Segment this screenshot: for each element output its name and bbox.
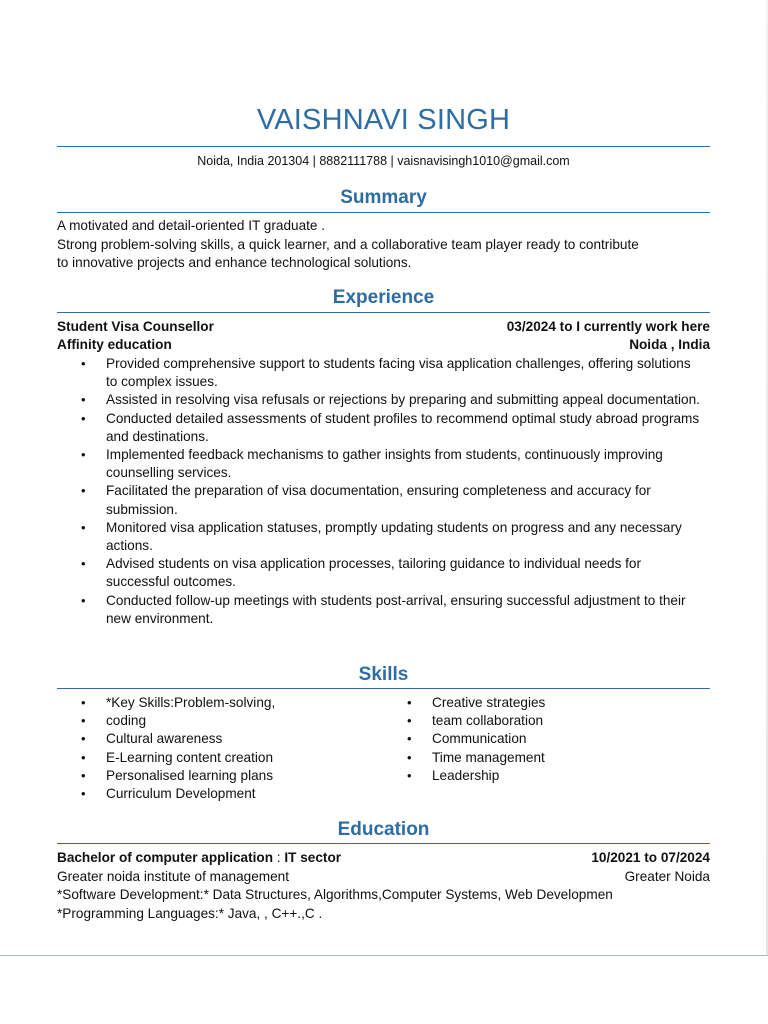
experience-role-row <box>57 318 710 336</box>
skills-right-list <box>383 694 703 785</box>
experience-divider <box>57 312 710 313</box>
degree-name: Bachelor of computer application <box>57 850 274 865</box>
skills-heading: Skills <box>358 664 409 685</box>
education-heading: Education <box>337 819 430 840</box>
degree-separator: : <box>273 850 285 865</box>
education-dates: 10/2021 to 07/2024 <box>591 850 710 865</box>
degree-field: IT sector <box>284 850 342 865</box>
skill-item: • Cultural awareness <box>57 730 377 748</box>
list-item: • Conducted detailed assessments of student profiles to recommend optimal study abroad programs and destinations. <box>57 410 702 446</box>
skills-left-list <box>57 694 377 803</box>
job-location: Noida , India <box>629 337 710 352</box>
education-institute-row <box>57 868 710 886</box>
list-item: • Provided comprehensive support to students facing visa application challenges, offering solutions to complex issues. <box>57 355 702 391</box>
list-item: • Advised students on visa application processes, tailoring guidance to individual needs for successful outcomes. <box>57 555 702 591</box>
institute-name: Greater noida institute of management <box>57 869 289 884</box>
summary-heading: Summary <box>340 187 427 208</box>
list-item: • Monitored visa application statuses, promptly updating students on progress and any necessary actions. <box>57 519 702 555</box>
summary-divider <box>57 212 710 213</box>
candidate-name: VAISHNAVI SINGH <box>256 104 511 136</box>
skill-item: • Leadership <box>383 767 703 785</box>
degree-line <box>57 849 341 867</box>
summary-line: A motivated and detail-oriented IT graduate . <box>57 218 326 233</box>
list-item: • Conducted follow-up meetings with students post-arrival, ensuring successful adjustment to their new environment. <box>57 592 702 628</box>
skill-item: • Communication <box>383 730 703 748</box>
job-title: Student Visa Counsellor <box>57 319 214 334</box>
company-name: Affinity education <box>57 337 172 352</box>
skills-divider <box>57 688 710 689</box>
skill-item: • team collaboration <box>383 712 703 730</box>
education-detail-line: *Programming Languages:* Java, , C++.,C . <box>57 905 323 921</box>
summary-line: Strong problem-solving skills, a quick learner, and a collaborative team player ready to contribute <box>57 236 639 252</box>
header-divider <box>57 146 710 147</box>
list-item: • Facilitated the preparation of visa documentation, ensuring completeness and accuracy for submission. <box>57 482 702 518</box>
skill-item: • *Key Skills:Problem-solving, <box>57 694 377 712</box>
page-bottom-divider <box>0 955 768 956</box>
skill-item: • Curriculum Development <box>57 785 377 803</box>
skill-item: • E-Learning content creation <box>57 749 377 767</box>
education-degree-row <box>57 849 710 867</box>
skill-item: • Personalised learning plans <box>57 767 377 785</box>
list-item: • Assisted in resolving visa refusals or rejections by preparing and submitting appeal documentation. <box>57 391 702 409</box>
summary-text <box>57 217 710 273</box>
education-details <box>57 886 710 923</box>
list-item: • Implemented feedback mechanisms to gather insights from students, continuously improving counselling services. <box>57 446 702 482</box>
experience-heading: Experience <box>332 287 435 308</box>
experience-bullets <box>57 355 702 628</box>
skill-item: • coding <box>57 712 377 730</box>
job-dates: 03/2024 to I currently work here <box>506 319 710 334</box>
education-divider <box>57 843 710 844</box>
education-detail-line: *Software Development:* Data Structures, Algorithms,Computer Systems, Web Developmen <box>57 887 613 902</box>
skill-item: • Creative strategies <box>383 694 703 712</box>
institute-location: Greater Noida <box>624 869 710 884</box>
contact-line: Noida, India 201304 | 8882111788 | vaisnavisingh1010@gmail.com <box>197 154 570 168</box>
experience-company-row <box>57 336 710 354</box>
summary-line: to innovative projects and enhance technological solutions. <box>57 255 412 270</box>
skill-item: • Time management <box>383 749 703 767</box>
